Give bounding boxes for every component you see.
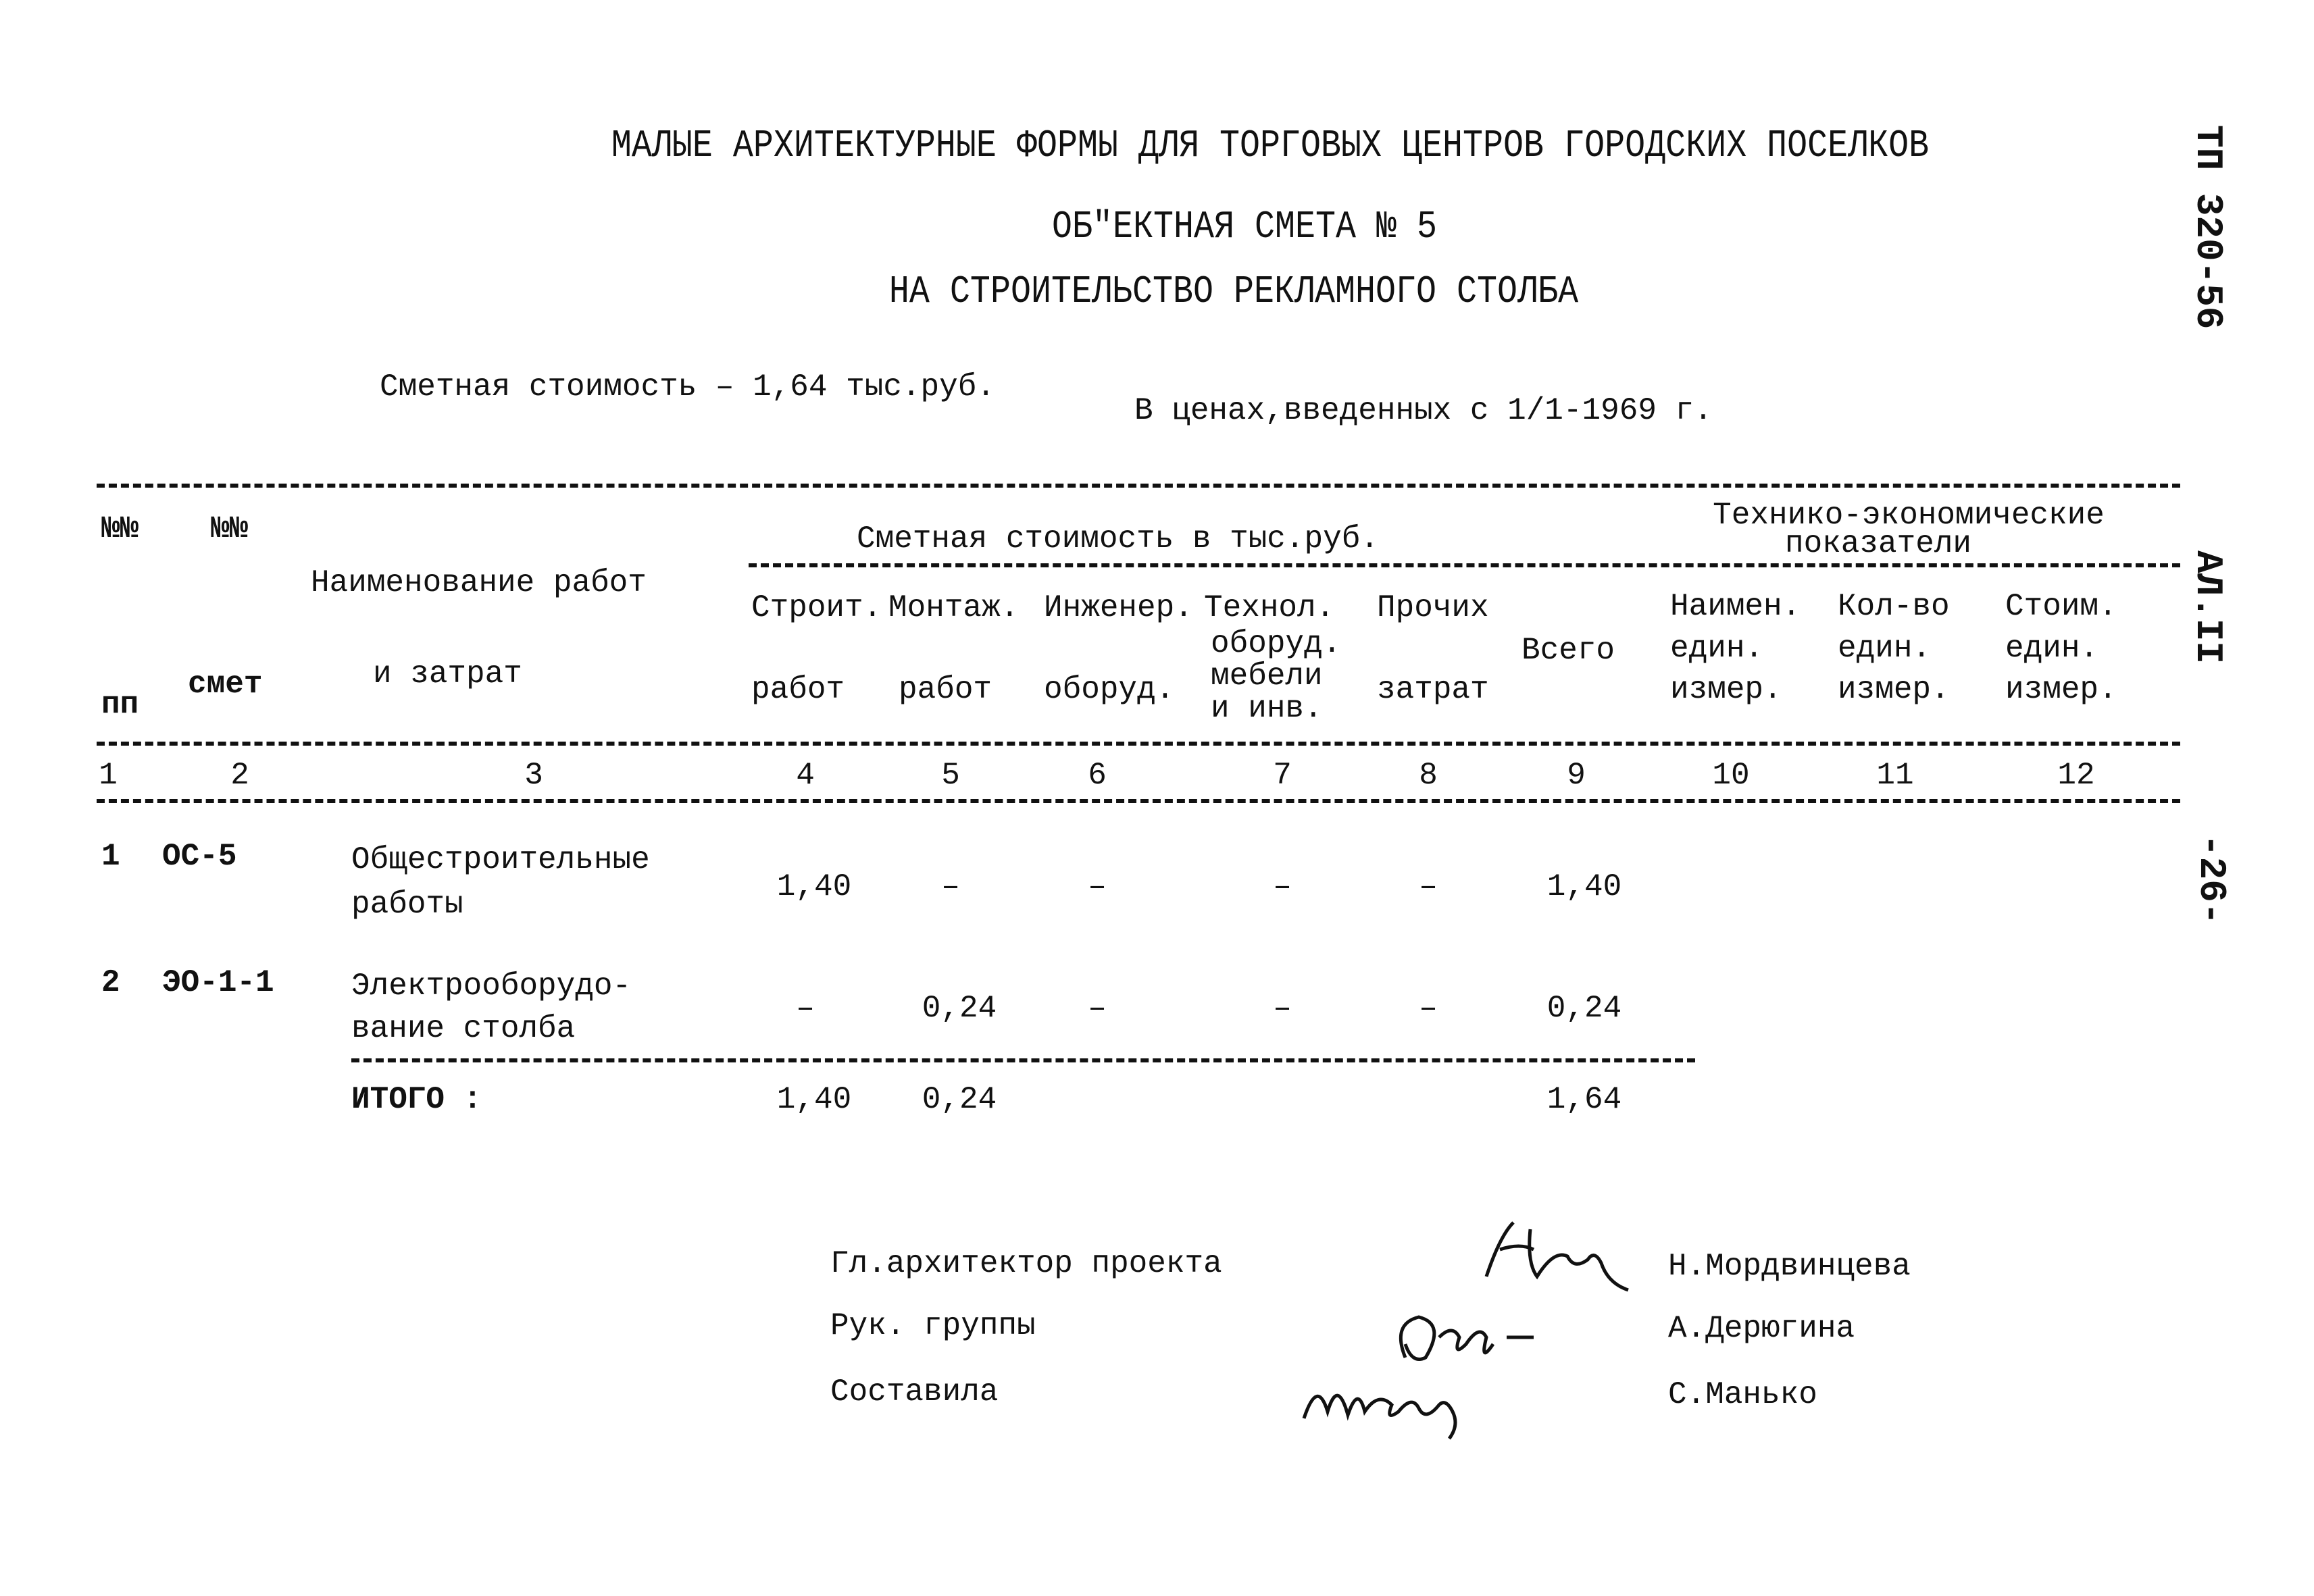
col6-header-2: оборуд. xyxy=(1044,672,1175,707)
handwritten-signature-1 xyxy=(1473,1209,1676,1304)
col3-header-line2: и затрат xyxy=(373,657,522,692)
row-name-line1: Электрооборудо- xyxy=(351,969,632,1004)
col7-header-1: Технол. xyxy=(1204,590,1335,625)
col9-header: Всего xyxy=(1521,633,1615,668)
col5-header-2: работ xyxy=(899,672,992,707)
col11-header-3: измер. xyxy=(1838,672,1950,707)
col1-header-top: №№ xyxy=(101,511,139,546)
col7-header-2: оборуд. xyxy=(1211,626,1342,661)
cell-col6: – xyxy=(1088,869,1107,904)
table-top-rule xyxy=(97,484,2180,488)
signature-role: Рук. группы xyxy=(830,1308,1036,1343)
col10-header-3: измер. xyxy=(1670,672,1782,707)
col2-header-bottom: смет xyxy=(188,667,263,702)
row-name-line2: вание столба xyxy=(351,1011,576,1046)
estimated-cost: Сметная стоимость – 1,64 тыс.руб. xyxy=(380,369,995,405)
cell-col5: – xyxy=(941,869,960,904)
col7-header-3: мебели xyxy=(1211,659,1323,694)
total-label: ИТОГО : xyxy=(351,1082,482,1117)
row-smeta: ЭО-1-1 xyxy=(162,965,274,1000)
total-col5: 0,24 xyxy=(922,1082,997,1117)
document-title: МАЛЫЕ АРХИТЕКТУРНЫЕ ФОРМЫ ДЛЯ ТОРГОВЫХ ЦЕНТРОВ ГОРОДСКИХ ПОСЕЛКОВ xyxy=(611,124,1930,169)
col8-header-1: Прочих xyxy=(1377,590,1489,625)
col7-header-4: и инв. xyxy=(1211,691,1323,726)
col5-header-1: Монтаж. xyxy=(888,590,1020,625)
project-code: ТП 320-56 xyxy=(2186,125,2230,330)
column-number: 5 xyxy=(941,758,960,793)
cell-col9: 0,24 xyxy=(1546,991,1622,1026)
column-number: 1 xyxy=(99,758,118,793)
cell-col9: 1,40 xyxy=(1546,869,1622,904)
total-rule xyxy=(351,1058,1695,1062)
col6-header-1: Инженер. xyxy=(1044,590,1193,625)
cell-col6: – xyxy=(1088,991,1107,1026)
header-bottom-rule xyxy=(97,742,2180,746)
cost-group-header: Сметная стоимость в тыс.руб. xyxy=(857,521,1379,557)
handwritten-signature-3 xyxy=(1297,1358,1513,1445)
row-number: 2 xyxy=(101,965,120,1000)
cell-col4: – xyxy=(796,991,815,1026)
total-col4: 1,40 xyxy=(776,1082,852,1117)
estimate-subject: НА СТРОИТЕЛЬСТВО РЕКЛАМНОГО СТОЛБА xyxy=(888,269,1579,315)
cell-col8: – xyxy=(1419,869,1438,904)
cell-col7: – xyxy=(1273,991,1292,1026)
col12-header-1: Стоим. xyxy=(2005,589,2117,624)
col2-header-top: №№ xyxy=(211,511,249,546)
column-number: 7 xyxy=(1273,758,1292,793)
col10-header-1: Наимен. xyxy=(1670,589,1801,624)
row-number: 1 xyxy=(101,839,120,874)
cell-col4: 1,40 xyxy=(776,869,852,904)
column-number: 6 xyxy=(1088,758,1107,793)
column-number: 3 xyxy=(524,758,543,793)
column-number: 10 xyxy=(1712,758,1750,793)
col4-header-2: работ xyxy=(751,672,845,707)
tech-group-header-2: показатели xyxy=(1784,526,1972,561)
signature-role: Составила xyxy=(830,1374,999,1410)
col10-header-2: един. xyxy=(1670,631,1764,666)
page-number: -26- xyxy=(2190,834,2233,925)
column-number: 2 xyxy=(230,758,249,793)
row-smeta: ОС-5 xyxy=(162,839,237,874)
col1-header-bottom: пп xyxy=(101,687,139,722)
column-number: 12 xyxy=(2057,758,2095,793)
col4-header-1: Строит. xyxy=(751,590,882,625)
price-basis: В ценах,введенных с 1/1-1969 г. xyxy=(1134,393,1713,428)
col11-header-1: Кол-во xyxy=(1838,589,1950,624)
signature-role: Гл.архитектор проекта xyxy=(830,1246,1222,1281)
group-header-rule xyxy=(749,563,2180,567)
signature-name: А.Дерюгина xyxy=(1668,1311,1855,1346)
cell-col5: 0,24 xyxy=(922,991,997,1026)
estimate-number: ОБ"ЕКТНАЯ СМЕТА № 5 xyxy=(1051,205,1438,250)
cell-col7: – xyxy=(1273,869,1292,904)
col3-header-line1: Наименование работ xyxy=(311,565,647,600)
total-col9: 1,64 xyxy=(1546,1082,1622,1117)
signature-name: Н.Мордвинцева xyxy=(1668,1249,1911,1284)
row-name-line2: работы xyxy=(351,887,463,922)
col11-header-2: един. xyxy=(1838,631,1932,666)
album-label: АЛ.II xyxy=(2186,550,2230,665)
numbers-rule xyxy=(97,799,2180,803)
column-number: 9 xyxy=(1567,758,1586,793)
tech-group-header-1: Технико-экономические xyxy=(1713,498,2105,533)
column-number: 4 xyxy=(796,758,815,793)
column-number: 11 xyxy=(1876,758,1914,793)
column-number: 8 xyxy=(1419,758,1438,793)
row-name-line1: Общестроительные xyxy=(351,842,650,877)
signature-name: С.Манько xyxy=(1668,1377,1817,1412)
col8-header-2: затрат xyxy=(1377,672,1489,707)
col12-header-3: измер. xyxy=(2005,672,2117,707)
col12-header-2: един. xyxy=(2005,631,2099,666)
cell-col8: – xyxy=(1419,991,1438,1026)
